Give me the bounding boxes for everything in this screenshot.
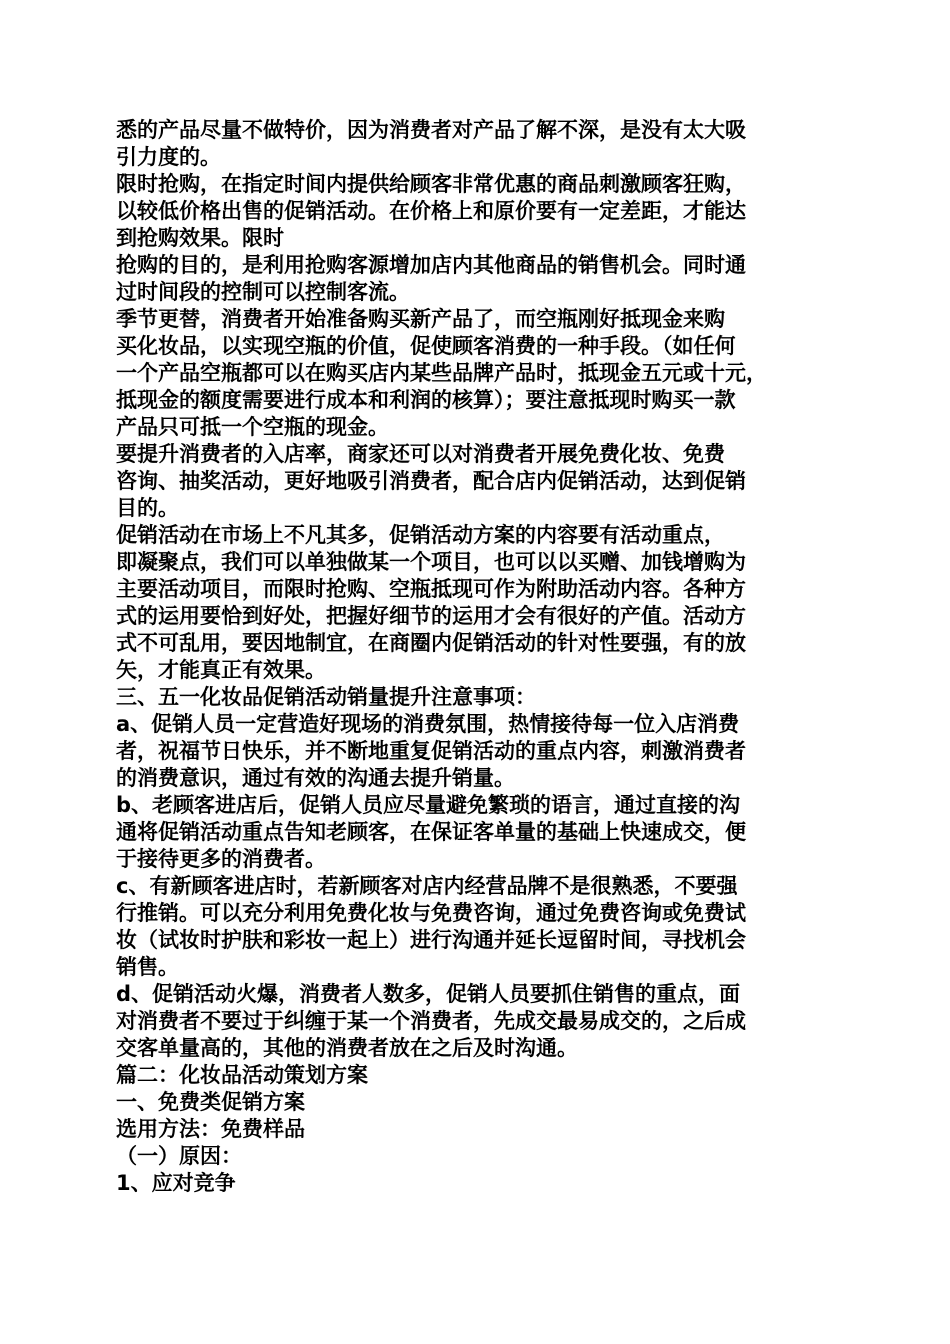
text-line: 者，祝福节日快乐，并不断地重复促销活动的重点内容，刺激消费者	[116, 739, 746, 763]
text-line: c、有新顾客进店时，若新顾客对店内经营品牌不是很熟悉，不要强	[116, 874, 738, 898]
text-line: b、老顾客进店后，促销人员应尽量避免繁琐的语言，通过直接的沟	[116, 793, 741, 817]
text-line: 交客单量高的，其他的消费者放在之后及时沟通。	[116, 1036, 578, 1060]
text-line: 的消费意识，通过有效的沟通去提升销量。	[116, 766, 515, 790]
text-line: d、促销活动火爆，消费者人数多，促销人员要抓住销售的重点，面	[116, 982, 741, 1006]
text-line: 目的。	[116, 496, 179, 520]
text-line: 矢，才能真正有效果。	[116, 658, 326, 682]
text-line: 对消费者不要过于纠缠于某一个消费者，先成交最易成交的，之后成	[116, 1009, 746, 1033]
section-heading: 一、免费类促销方案	[116, 1090, 305, 1114]
text-line: 即凝聚点，我们可以单独做某一个项目，也可以以买赠、加钱增购为	[116, 550, 746, 574]
text-line: 悉的产品尽量不做特价，因为消费者对产品了解不深，是没有太大吸	[116, 118, 746, 142]
text-line: a、促销人员一定营造好现场的消费氛围，热情接待每一位入店消费	[116, 712, 740, 736]
text-line: 式不可乱用，要因地制宜，在商圈内促销活动的针对性要强，有的放	[116, 631, 746, 655]
text-line: 到抢购效果。限时	[116, 226, 284, 250]
text-line: 1、应对竞争	[116, 1171, 236, 1195]
text-line: 季节更替，消费者开始准备购买新产品了，而空瓶刚好抵现金来购	[116, 307, 725, 331]
text-line: 咨询、抽奖活动，更好地吸引消费者，配合店内促销活动，达到促销	[116, 469, 746, 493]
text-line: （一）原因：	[116, 1144, 242, 1168]
text-line: 以较低价格出售的促销活动。在价格上和原价要有一定差距，才能达	[116, 199, 746, 223]
text-line: 抢购的目的，是利用抢购客源增加店内其他商品的销售机会。同时通	[116, 253, 746, 277]
text-line: 一个产品空瓶都可以在购买店内某些品牌产品时，抵现金五元或十元，	[116, 361, 767, 385]
text-line: 于接待更多的消费者。	[116, 847, 326, 871]
text-line: 式的运用要恰到好处，把握好细节的运用才会有很好的产值。活动方	[116, 604, 746, 628]
text-line: 销售。	[116, 955, 179, 979]
text-line: 选用方法：免费样品	[116, 1117, 305, 1141]
text-line: 买化妆品，以实现空瓶的价值，促使顾客消费的一种手段。（如任何	[116, 334, 736, 358]
text-line: 过时间段的控制可以控制客流。	[116, 280, 410, 304]
section-heading: 三、五一化妆品促销活动销量提升注意事项：	[116, 685, 536, 709]
text-line: 行推销。可以充分利用免费化妆与免费咨询，通过免费咨询或免费试	[116, 901, 746, 925]
document-page	[116, 117, 836, 1197]
text-line: 促销活动在市场上不凡其多，促销活动方案的内容要有活动重点，	[116, 523, 725, 547]
text-line: 要提升消费者的入店率，商家还可以对消费者开展免费化妆、免费	[116, 442, 725, 466]
text-line: 主要活动项目，而限时抢购、空瓶抵现可作为附助活动内容。各种方	[116, 577, 746, 601]
text-line: 抵现金的额度需要进行成本和利润的核算）；要注意抵现时购买一款	[116, 388, 736, 412]
text-line: 引力度的。	[116, 145, 221, 169]
text-line: 限时抢购，在指定时间内提供给顾客非常优惠的商品刺激顾客狂购，	[116, 172, 746, 196]
section-heading: 篇二：化妆品活动策划方案	[116, 1063, 368, 1087]
text-line: 产品只可抵一个空瓶的现金。	[116, 415, 389, 439]
text-line: 通将促销活动重点告知老顾客，在保证客单量的基础上快速成交，便	[116, 820, 746, 844]
text-line: 妆（试妆时护肤和彩妆一起上）进行沟通并延长逗留时间，寻找机会	[116, 928, 746, 952]
